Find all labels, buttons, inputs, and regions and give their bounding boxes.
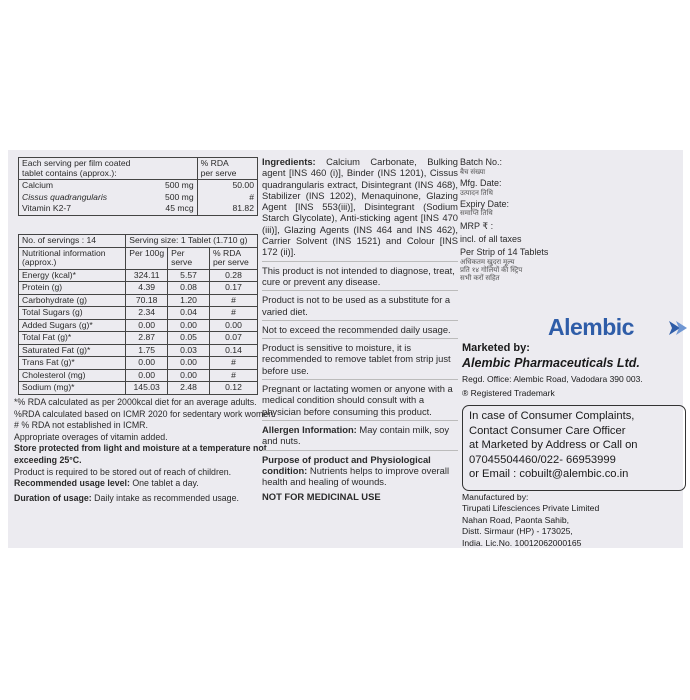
manufacturer-license: India. Lic.No. 10012062000165 bbox=[462, 537, 582, 548]
nutrition-row bbox=[19, 344, 258, 357]
note: *% RDA calculated as per 2000kcal diet for an average adults. bbox=[14, 397, 257, 407]
per100-value: 2.87 bbox=[126, 332, 168, 345]
perserve-value: 1.20 bbox=[168, 294, 210, 307]
nutrient-name: Energy (kcal)* bbox=[19, 269, 126, 282]
perserve-value: 0.05 bbox=[168, 332, 210, 345]
rda-value: 0.14 bbox=[209, 344, 257, 357]
marketed-by-label: Marketed by: bbox=[462, 342, 530, 354]
disclaimer: Not to exceed the recommended daily usage. bbox=[262, 323, 451, 335]
brand-name: Alembic bbox=[548, 314, 634, 340]
duration-text: Daily intake as recommended usage. bbox=[91, 492, 239, 503]
perserve-header: Per serve bbox=[168, 247, 210, 269]
servings-count: No. of servings : 14 bbox=[19, 235, 126, 248]
ingredients-text: Calcium Carbonate, Bulking agent [INS 460 (i)], Binder (INS 1201), Cissus quadrangularis extract, Disintegrant (INS 468), Stabilizer (INS 1202), Menaquinone, Glazing Agent [INS 553(iii)], Disintegrant (Sodium Starch Glycolate), Anti-sticking agent [INS 470 (iii)], Glazing Agents (INS 464 and INS 462), Carrier Solvent (INS 1521) and Colour [INS 172 (ii)]. bbox=[262, 156, 458, 258]
rda-value: 0.28 bbox=[209, 269, 257, 282]
perserve-value: 0.04 bbox=[168, 307, 210, 320]
disclaimer: Product is sensitive to moisture, it is recommended to remove tablet from strip just before use. bbox=[262, 342, 451, 376]
mfg-date-hindi: उत्पादन तिथि bbox=[460, 189, 493, 197]
label-panel bbox=[8, 150, 683, 548]
notes-block bbox=[14, 397, 284, 504]
company-address: Regd. Office: Alembic Road, Vadodara 390 003. bbox=[462, 374, 643, 384]
perserve-value: 2.48 bbox=[168, 382, 210, 395]
tax-note: incl. of all taxes bbox=[460, 234, 522, 245]
ingredients-label: Ingredients: bbox=[262, 156, 316, 167]
expiry-hindi: समाप्ति तिथि bbox=[460, 210, 493, 218]
divider bbox=[262, 290, 458, 291]
perserve-value: 5.57 bbox=[168, 269, 210, 282]
pack-hindi: प्रति १४ गोलियों की स्ट्रिप bbox=[460, 266, 523, 274]
per100-value: 324.11 bbox=[126, 269, 168, 282]
ingredient-amount: 500 mg bbox=[164, 180, 194, 190]
rda-value: 0.00 bbox=[209, 319, 257, 332]
ingredient-name: Cissus quadrangularis bbox=[22, 191, 108, 202]
perserve-value: 0.00 bbox=[168, 319, 210, 332]
complaints-line: Contact Consumer Care Officer bbox=[469, 424, 626, 437]
per100-value: 4.39 bbox=[126, 282, 168, 295]
manufactured-by-label: Manufactured by: bbox=[462, 492, 529, 502]
pack-size: Per Strip of 14 Tablets bbox=[460, 246, 549, 257]
perserve-value: 0.00 bbox=[168, 369, 210, 382]
manufacturer-address: Nahan Road, Paonta Sahib, bbox=[462, 514, 570, 525]
rda-header bbox=[197, 158, 257, 180]
rda-value: # bbox=[209, 294, 257, 307]
complaints-line: at Marketed by Address or Call on bbox=[469, 439, 638, 452]
composition-header-line2: tablet contains (approx.): bbox=[22, 167, 117, 178]
rda-value: # bbox=[209, 369, 257, 382]
ingredient-rda: 50.00 bbox=[197, 180, 257, 192]
nutrient-name: Total Sugars (g) bbox=[19, 307, 126, 320]
divider bbox=[262, 320, 458, 321]
nutrition-row bbox=[19, 269, 258, 282]
note: %RDA calculated based on ICMR 2020 for sedentary work women. bbox=[14, 408, 276, 419]
per100-value: 1.75 bbox=[126, 344, 168, 357]
duration-label: Duration of usage: bbox=[14, 492, 92, 503]
composition-row bbox=[19, 192, 258, 204]
note: Product is required to be stored out of reach of children. bbox=[14, 466, 232, 477]
divider bbox=[262, 420, 458, 421]
marketing-column bbox=[460, 156, 682, 548]
ingredient-amount: 500 mg bbox=[164, 191, 194, 202]
not-for-medicinal-use: NOT FOR MEDICINAL USE bbox=[262, 491, 381, 503]
ingredient-rda: 81.82 bbox=[197, 203, 257, 215]
mrp-hindi: अधिकतम खुदरा मूल्य bbox=[460, 258, 515, 266]
composition-row bbox=[19, 203, 258, 215]
nutrition-table bbox=[18, 234, 258, 395]
disclaimer: This product is not intended to diagnose, treat, cure or prevent any disease. bbox=[262, 264, 455, 287]
complaints-email: or Email : cobuilt@alembic.co.in bbox=[469, 468, 629, 481]
rda-header-line2: per serve bbox=[200, 167, 237, 178]
expiry-label: Expiry Date: bbox=[460, 198, 510, 209]
nutrient-name: Sodium (mg)* bbox=[19, 382, 126, 395]
mrp-label: MRP ₹ : bbox=[460, 221, 494, 232]
nutrition-rows bbox=[19, 269, 258, 394]
manufacturer-name: Tirupati Lifesciences Private Limited bbox=[462, 503, 600, 514]
chevron-logo-icon bbox=[666, 317, 688, 339]
per100-value: 0.00 bbox=[126, 369, 168, 382]
composition-table bbox=[18, 157, 258, 216]
manufacturer-block bbox=[462, 492, 599, 549]
nutrition-header: Nutritional information (approx.) bbox=[19, 247, 126, 269]
disclaimer: Pregnant or lactating women or anyone with a medical condition should consult with a physician before consuming this product. bbox=[262, 383, 453, 417]
complaints-phone: 07045504460/022- 66953999 bbox=[469, 453, 616, 466]
rda-header-line1: % RDA bbox=[200, 158, 229, 168]
ingredients-column bbox=[262, 156, 458, 505]
nutrient-name: Trans Fat (g)* bbox=[19, 357, 126, 370]
nutrition-row bbox=[19, 332, 258, 345]
nutrition-row bbox=[19, 294, 258, 307]
ingredient-name: Calcium bbox=[22, 180, 54, 190]
complaints-line: In case of Consumer Complaints, bbox=[469, 410, 635, 422]
per100-header: Per 100g bbox=[126, 247, 168, 269]
allergen-text: May contain milk, soy and nuts. bbox=[262, 423, 450, 447]
per100-value: 0.00 bbox=[126, 357, 168, 370]
usage-label: Recommended usage level: bbox=[14, 478, 130, 489]
nutrition-row bbox=[19, 369, 258, 382]
batch-label-hindi: बैच संख्या bbox=[460, 168, 486, 176]
company-name: Alembic Pharmaceuticals Ltd. bbox=[462, 356, 640, 370]
divider bbox=[262, 450, 458, 451]
usage-text: One tablet a day. bbox=[129, 478, 199, 489]
tax-hindi: सभी करों सहित bbox=[460, 274, 500, 282]
nutrition-row bbox=[19, 357, 258, 370]
purpose-text: Nutrients helps to improve overall health and healing of wounds. bbox=[262, 464, 450, 488]
rda-value: 0.07 bbox=[209, 332, 257, 345]
per100-value: 0.00 bbox=[126, 319, 168, 332]
alembic-logo bbox=[548, 314, 688, 344]
note: # % RDA not established in ICMR. bbox=[14, 420, 148, 431]
complaints-box bbox=[462, 405, 686, 491]
nutrient-name: Carbohydrate (g) bbox=[19, 294, 126, 307]
divider bbox=[262, 338, 458, 339]
note: Appropriate overages of vitamin added. bbox=[14, 431, 168, 442]
rda-value: 0.17 bbox=[209, 282, 257, 295]
divider bbox=[262, 379, 458, 380]
rda-value: # bbox=[209, 357, 257, 370]
per100-value: 70.18 bbox=[126, 294, 168, 307]
nutrient-name: Total Fat (g)* bbox=[19, 332, 126, 345]
rda-value: # bbox=[209, 307, 257, 320]
ingredient-rda: # bbox=[197, 192, 257, 204]
perserve-value: 0.00 bbox=[168, 357, 210, 370]
ingredient-name: Vitamin K2-7 bbox=[22, 203, 72, 213]
rda-serve-header: % RDA per serve bbox=[209, 247, 257, 269]
composition-row bbox=[19, 180, 258, 192]
rda-value: 0.12 bbox=[209, 382, 257, 395]
serving-size: Serving size: 1 Tablet (1.710 g) bbox=[126, 235, 258, 248]
composition-header bbox=[19, 158, 198, 180]
purpose-label: Purpose of product and Physiological condition: bbox=[262, 453, 431, 476]
nutrient-name: Added Sugars (g)* bbox=[19, 319, 126, 332]
per100-value: 145.03 bbox=[126, 382, 168, 395]
nutrition-row bbox=[19, 307, 258, 320]
nutrition-row bbox=[19, 319, 258, 332]
mfg-date-label: Mfg. Date: bbox=[460, 177, 502, 188]
perserve-value: 0.08 bbox=[168, 282, 210, 295]
trademark-note: ® Registered Trademark bbox=[462, 388, 555, 398]
nutrient-name: Protein (g) bbox=[19, 282, 126, 295]
per100-value: 2.34 bbox=[126, 307, 168, 320]
batch-label: Batch No.: bbox=[460, 157, 503, 167]
divider bbox=[262, 261, 458, 262]
nutrient-name: Cholesterol (mg) bbox=[19, 369, 126, 382]
manufacturer-address: Distt. Sirmaur (HP) - 173025, bbox=[462, 526, 573, 537]
allergen-label: Allergen Information: bbox=[262, 423, 357, 435]
perserve-value: 0.03 bbox=[168, 344, 210, 357]
nutrition-row bbox=[19, 282, 258, 295]
nutrition-row bbox=[19, 382, 258, 395]
ingredient-amount: 45 mcg bbox=[165, 203, 194, 213]
storage-instruction: Store protected from light and moisture at a temperature not exceeding 25°C. bbox=[14, 443, 267, 465]
disclaimer: Product is not to be used as a substitute for a varied diet. bbox=[262, 294, 451, 317]
nutrient-name: Saturated Fat (g)* bbox=[19, 344, 126, 357]
composition-header-line1: Each serving per film coated bbox=[22, 158, 131, 168]
